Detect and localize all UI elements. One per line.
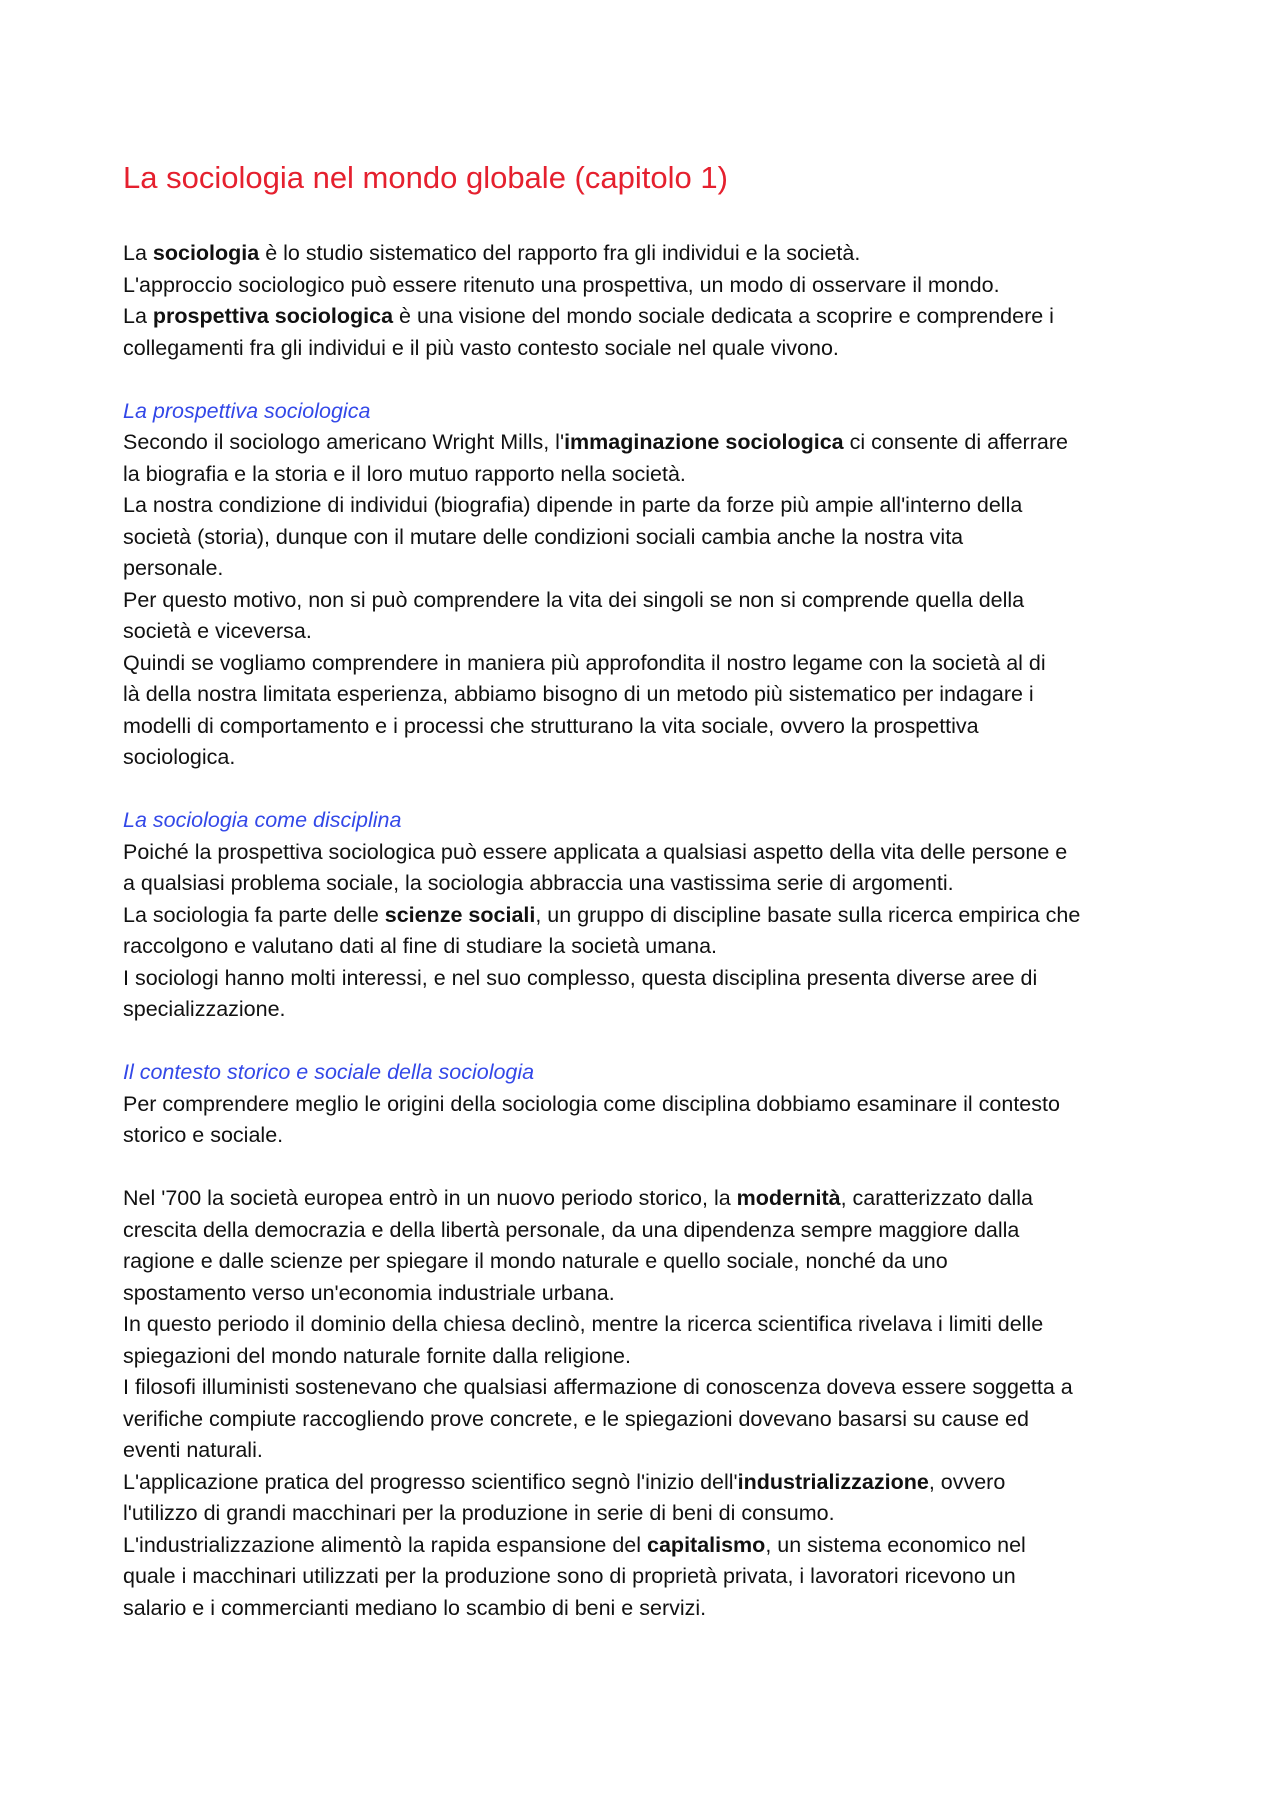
text-line: verifiche compiute raccogliendo prove concrete, e le spiegazioni dovevano basarsi su cause ed — [123, 1406, 1029, 1431]
text-line: L'industrializzazione alimentò la rapida espansione del capitalismo, un sistema economico nel — [123, 1532, 1026, 1557]
section-heading: Il contesto storico e sociale della sociologia — [123, 1060, 535, 1084]
intro-paragraph — [123, 238, 1173, 364]
text-line: crescita della democrazia e della libertà personale, da una dipendenza sempre maggiore dalla — [123, 1217, 1020, 1242]
text-line: specializzazione. — [123, 997, 286, 1021]
section-prospettiva — [123, 396, 1173, 774]
text-line: salario e i commercianti mediano lo scambio di beni e servizi. — [123, 1595, 707, 1620]
text-line: spiegazioni del mondo naturale fornite dalla religione. — [123, 1343, 631, 1368]
text-line: La sociologia è lo studio sistematico del rapporto fra gli individui e la società. — [123, 241, 861, 265]
text-line: La sociologia fa parte delle scienze sociali, un gruppo di discipline basate sulla ricerca empirica che — [123, 902, 1081, 927]
text-line: La nostra condizione di individui (biografia) dipende in parte da forze più ampie all'interno della — [123, 493, 1023, 517]
text-line: personale. — [123, 556, 224, 580]
text-line: raccolgono e valutano dati al fine di studiare la società umana. — [123, 934, 718, 958]
text-line: spostamento verso un'economia industriale urbana. — [123, 1280, 615, 1305]
text-line: a qualsiasi problema sociale, la sociologia abbraccia una vastissima serie di argomenti. — [123, 871, 954, 895]
text-line: Poiché la prospettiva sociologica può essere applicata a qualsiasi aspetto della vita delle persone e — [123, 839, 1068, 864]
text-line: In questo periodo il dominio della chiesa declinò, mentre la ricerca scientifica rivelava i limiti delle — [123, 1312, 1044, 1336]
text-line: L'applicazione pratica del progresso scientifico segnò l'inizio dell'industrializzazione, ovvero — [123, 1469, 1006, 1494]
section-disciplina — [123, 805, 1173, 1026]
text-line: là della nostra limitata esperienza, abbiamo bisogno di un metodo più sistematico per indagare i — [123, 682, 1034, 706]
text-line: La prospettiva sociologica è una visione del mondo sociale dedicata a scoprire e comprendere i — [123, 304, 1054, 328]
text-line: L'approccio sociologico può essere ritenuto una prospettiva, un modo di osservare il mondo. — [123, 272, 1000, 297]
text-line: società e viceversa. — [123, 619, 312, 643]
section-heading: La sociologia come disciplina — [123, 808, 402, 832]
section-heading: La prospettiva sociologica — [123, 398, 371, 423]
text-line: Quindi se vogliamo comprendere in maniera più approfondita il nostro legame con la società al di — [123, 650, 1046, 675]
text-line: I sociologi hanno molti interessi, e nel suo complesso, questa disciplina presenta diverse aree di — [123, 965, 1038, 990]
text-line: modelli di comportamento e i processi che strutturano la vita sociale, ovvero la prospettiva — [123, 713, 979, 738]
text-line: storico e sociale. — [123, 1123, 284, 1147]
document-title: La sociologia nel mondo globale (capitolo 1) — [123, 160, 728, 195]
text-line: la biografia e la storia e il loro mutuo rapporto nella società. — [123, 461, 686, 486]
text-line: sociologica. — [123, 745, 236, 769]
text-line: società (storia), dunque con il mutare delle condizioni sociali cambia anche la nostra vita — [123, 524, 964, 549]
text-line: quale i macchinari utilizzati per la produzione sono di proprietà privata, i lavoratori ricevono un — [123, 1564, 1016, 1588]
text-line: eventi naturali. — [123, 1438, 263, 1462]
text-line: Per questo motivo, non si può comprendere la vita dei singoli se non si comprende quella della — [123, 587, 1025, 612]
text-line: ragione e dalle scienze per spiegare il mondo naturale e quello sociale, nonché da uno — [123, 1249, 948, 1273]
section-contesto — [123, 1057, 1173, 1624]
text-line: collegamenti fra gli individui e il più vasto contesto sociale nel quale vivono. — [123, 335, 839, 360]
text-line: Per comprendere meglio le origini della sociologia come disciplina dobbiamo esaminare il contesto — [123, 1091, 1060, 1116]
text-line: I filosofi illuministi sostenevano che qualsiasi affermazione di conoscenza doveva essere soggetta a — [123, 1375, 1073, 1399]
document-page — [123, 158, 1173, 1624]
text-line: Nel '700 la società europea entrò in un nuovo periodo storico, la modernità, caratterizzato dalla — [123, 1186, 1034, 1210]
text-line: Secondo il sociologo americano Wright Mills, l'immaginazione sociologica ci consente di afferrare — [123, 430, 1068, 454]
text-line: l'utilizzo di grandi macchinari per la produzione in serie di beni di consumo. — [123, 1501, 835, 1525]
